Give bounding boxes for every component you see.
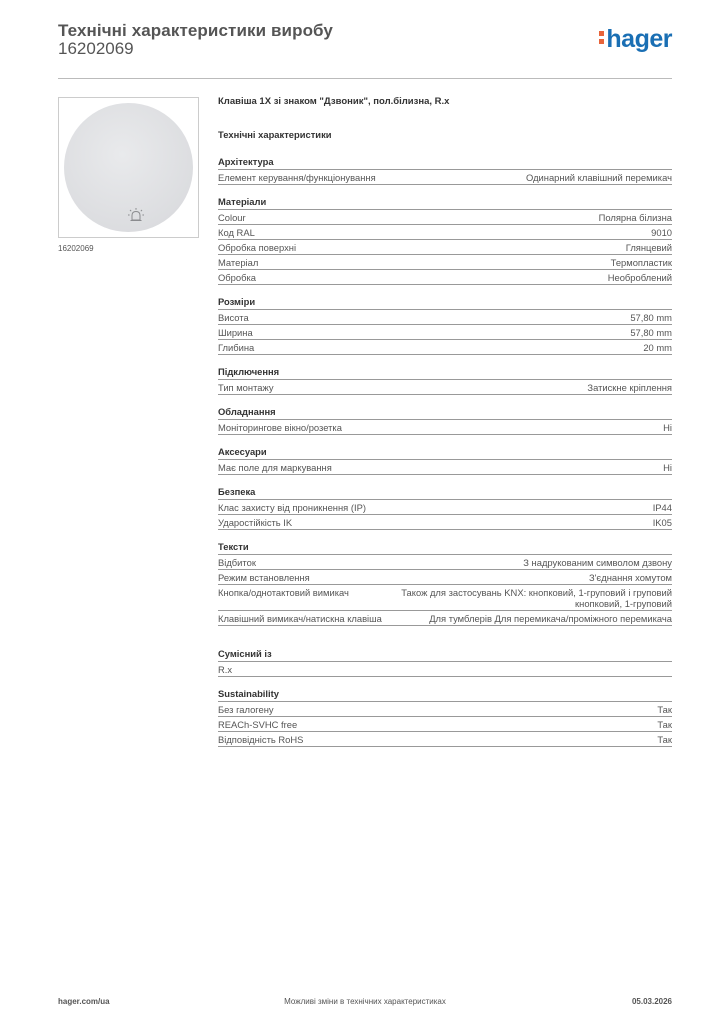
spec-row: [218, 240, 672, 255]
section-title: Sustainability: [218, 688, 672, 702]
spec-row: [218, 340, 672, 355]
spec-value: Полярна білизна: [598, 212, 672, 223]
spec-label: Матеріал: [218, 257, 259, 268]
product-code: 16202069: [58, 39, 134, 58]
spec-row: [218, 555, 672, 570]
spec-value: 20 mm: [643, 342, 672, 353]
spec-label: Висота: [218, 312, 249, 323]
spec-label: Ударостійкість IK: [218, 517, 293, 528]
spec-row: [218, 611, 672, 626]
spec-value: IK05: [652, 517, 672, 528]
section-title: Матеріали: [218, 196, 672, 210]
spec-row: [218, 515, 672, 530]
spec-label: Режим встановлення: [218, 572, 310, 583]
spec-row: [218, 270, 672, 285]
spec-value: IP44: [652, 502, 672, 513]
footer-website-link[interactable]: hager.com/ua: [58, 997, 110, 1006]
hager-logo[interactable]: [599, 27, 672, 52]
logo-colon-icon: [599, 27, 606, 47]
spec-section: [218, 541, 672, 626]
spec-row: [218, 585, 672, 611]
spec-label: Обробка поверхні: [218, 242, 297, 253]
spec-value: Необроблений: [607, 272, 672, 283]
spec-value: Глянцевий: [625, 242, 672, 253]
spec-section: [218, 196, 672, 285]
spec-section: [218, 648, 672, 677]
spec-row: [218, 460, 672, 475]
product-image-caption: 16202069: [58, 244, 94, 253]
footer-date: 05.03.2026: [631, 997, 672, 1006]
spec-row: [218, 310, 672, 325]
spec-value: Так: [657, 734, 672, 745]
spec-label: Клавішний вимикач/натискна клавіша: [218, 613, 382, 624]
spec-label: Ширина: [218, 327, 253, 338]
bell-icon: [126, 206, 146, 226]
spec-label: Моніторингове вікно/розетка: [218, 422, 342, 433]
spec-row: [218, 702, 672, 717]
spec-row: [218, 170, 672, 185]
spec-value: 57,80 mm: [630, 327, 672, 338]
spec-section: [218, 406, 672, 435]
section-title: Обладнання: [218, 406, 672, 420]
spec-section: [218, 486, 672, 530]
spec-label: Кнопка/однотактовий вимикач: [218, 587, 349, 598]
spec-value: Термопластик: [610, 257, 672, 268]
spec-row: [218, 732, 672, 747]
spec-label: Обробка: [218, 272, 256, 283]
spec-value: Для тумблерів Для перемикача/проміжного перемикача: [429, 613, 672, 624]
section-title: Підключення: [218, 366, 672, 380]
footer-notice: Можливі зміни в технічних характеристиках: [284, 997, 446, 1006]
spec-value: Так: [657, 719, 672, 730]
spec-label: Має поле для маркування: [218, 462, 332, 473]
spec-row: [218, 325, 672, 340]
section-title: Архітектура: [218, 156, 672, 170]
spec-row: [218, 717, 672, 732]
spec-label: Тип монтажу: [218, 382, 274, 393]
spec-label: Елемент керування/функціонування: [218, 172, 376, 183]
spec-value: 57,80 mm: [630, 312, 672, 323]
spec-value: З надрукованим символом дзвону: [523, 557, 672, 568]
spec-value: Також для застосувань KNX: кнопковий, 1-груповий і груповий кнопковий, 1-груповий: [401, 587, 672, 609]
spec-value: Затискне кріплення: [587, 382, 672, 393]
spec-row: [218, 570, 672, 585]
spec-section: [218, 156, 672, 185]
spec-label: R.x: [218, 664, 233, 675]
logo-text: hager: [606, 25, 672, 53]
spec-sections: [218, 156, 672, 747]
spec-row: [218, 662, 672, 677]
spec-label: Colour: [218, 212, 246, 223]
spec-label: Відбиток: [218, 557, 256, 568]
spec-section: [218, 446, 672, 475]
spec-heading: Технічні характеристики: [218, 129, 332, 140]
spec-label: Код RAL: [218, 227, 255, 238]
section-title: Безпека: [218, 486, 672, 500]
spec-label: Глибина: [218, 342, 255, 353]
spec-label: Без галогену: [218, 704, 274, 715]
spec-value: Ні: [663, 422, 672, 433]
section-title: Аксесуари: [218, 446, 672, 460]
spec-value: Одинарний клавішний перемикач: [526, 172, 672, 183]
product-image: [58, 97, 199, 238]
document-title: Технічні характеристики виробу: [58, 21, 333, 40]
spec-section: [218, 688, 672, 747]
spec-section: [218, 366, 672, 395]
spec-row: [218, 380, 672, 395]
spec-label: REACh-SVHC free: [218, 719, 298, 730]
section-title: Тексти: [218, 541, 672, 555]
spec-row: [218, 500, 672, 515]
section-title: Сумісний із: [218, 648, 672, 662]
spec-value: З'єднання хомутом: [588, 572, 672, 583]
section-title: Розміри: [218, 296, 672, 310]
spec-row: [218, 210, 672, 225]
spec-section: [218, 296, 672, 355]
header-divider: [58, 78, 672, 79]
spec-value: 9010: [651, 227, 672, 238]
spec-value: Так: [657, 704, 672, 715]
spec-label: Відповідність RoHS: [218, 734, 304, 745]
spec-row: [218, 420, 672, 435]
spec-value: Ні: [663, 462, 672, 473]
spec-label: Клас захисту від проникнення (IP): [218, 502, 366, 513]
spec-row: [218, 255, 672, 270]
specifications: [218, 96, 672, 747]
spec-row: [218, 225, 672, 240]
product-name: Клавіша 1X зі знаком "Дзвоник", пол.білизна, R.x: [218, 96, 450, 107]
